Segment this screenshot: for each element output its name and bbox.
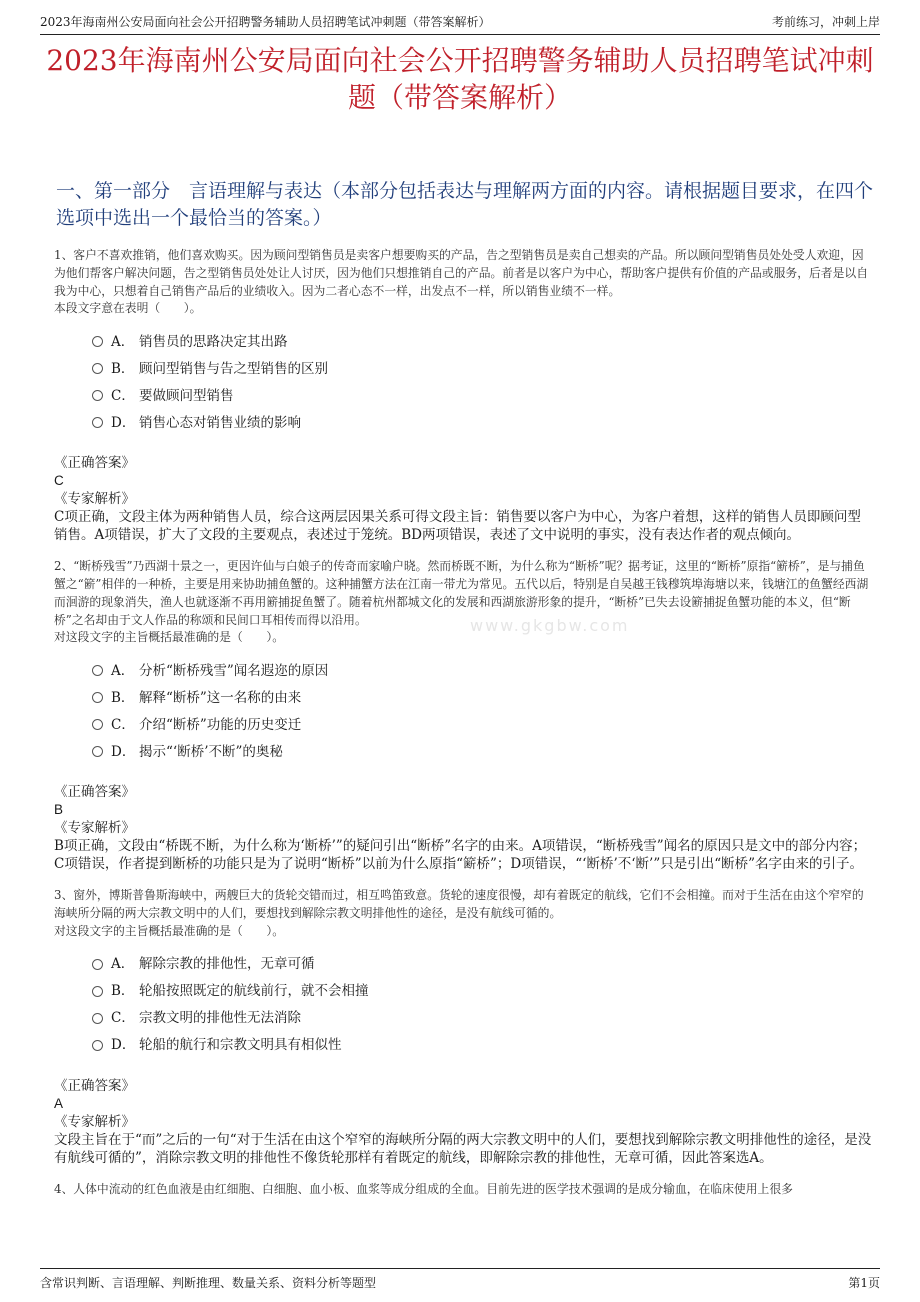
option-a[interactable]: [92, 655, 874, 682]
question-prompt: 本段文字意在表明（ ）。: [54, 301, 202, 316]
answer-label: 《正确答案》: [54, 784, 135, 801]
option-c[interactable]: [92, 1003, 874, 1030]
option-letter: B．: [111, 360, 135, 377]
option-text: 要做顾问型销售: [139, 387, 234, 404]
answer-label: 《正确答案》: [54, 455, 135, 472]
radio-icon[interactable]: [92, 719, 103, 730]
option-text: 分析“断桥残雪”闻名遐迩的原因: [139, 662, 329, 679]
option-text: 顾问型销售与告之型销售的区别: [139, 360, 328, 377]
answer-label: 《正确答案》: [54, 1077, 135, 1094]
radio-icon[interactable]: [92, 363, 103, 374]
option-d[interactable]: [92, 407, 874, 434]
analysis-text: C项正确，文段主体为两种销售人员，综合这两层因果关系可得文段主旨：销售要以客户为中心，为客户着想，这样的销售人员即顾问型销售。A项错误，扩大了文段的主要观点，表述过于笼统。BD两项错误，表述了文中说明的事实，没有表达作者的观点倾向。: [54, 509, 861, 544]
radio-icon[interactable]: [92, 692, 103, 703]
option-letter: D．: [111, 414, 136, 431]
question-prompt: 对这段文字的主旨概括最准确的是（ ）。: [54, 923, 285, 938]
option-text: 解除宗教的排他性，无章可循: [139, 956, 315, 973]
analysis-label: 《专家解析》: [54, 820, 135, 837]
option-letter: B．: [111, 689, 135, 706]
analysis-label: 《专家解析》: [54, 1113, 135, 1130]
option-text: 轮船按照既定的航线前行，就不会相撞: [139, 983, 369, 1000]
radio-icon[interactable]: [92, 336, 103, 347]
radio-icon[interactable]: [92, 1013, 103, 1024]
option-a[interactable]: [92, 949, 874, 976]
option-text: 轮船的航行和宗教文明具有相似性: [139, 1037, 342, 1054]
option-a[interactable]: [92, 326, 874, 353]
option-letter: A．: [111, 662, 135, 679]
option-letter: D．: [111, 743, 136, 760]
header-slogan: 考前练习，冲刺上岸: [771, 14, 880, 29]
analysis-text: 文段主旨在于“而”之后的一句“对于生活在由这个窄窄的海峡所分隔的两大宗教文明中的人们，要想找到解除宗教文明排他性的途径，是没有航线可循的”，消除宗教文明的排他性不像货轮那样有着既定的航线，即解除宗教的排他性，无章可循，因此答案选A。: [54, 1131, 872, 1166]
option-c[interactable]: [92, 709, 874, 736]
option-text: 销售员的思路决定其出路: [139, 333, 288, 350]
analysis-text: B项正确，文段由“桥既不断，为什么称为‘断桥’”的疑问引出“断桥”名字的由来。A项错误，“断桥残雪”闻名的原因只是文中的部分内容；C项错误，作者提到断桥的功能只是为了说明“断桥”以前为什么原指“簖桥”；D项错误，“‘断桥’不‘断’”只是引出“断桥”名字由来的引子。: [54, 838, 867, 873]
option-letter: C．: [111, 1010, 135, 1027]
footer-question-types: 含常识判断、言语理解、判断推理、数量关系、资料分析等题型: [40, 1275, 377, 1290]
radio-icon[interactable]: [92, 665, 103, 676]
question-stem: 3、窗外，博斯普鲁斯海峡中，两艘巨大的货轮交错而过，相互鸣笛致意。货轮的速度很慢，却有着既定的航线，它们不会相撞。而对于生活在由这个窄窄的海峡所分隔的两大宗教文明中的人们，要想找到解除宗教文明排他性的途径，是没有航线可循的。: [54, 888, 864, 920]
page-title: 2023年海南州公安局面向社会公开招聘警务辅助人员招聘笔试冲刺题（带答案解析）: [46, 44, 874, 114]
radio-icon[interactable]: [92, 417, 103, 428]
radio-icon[interactable]: [92, 986, 103, 997]
question-stem: 4、人体中流动的红色血液是由红细胞、白细胞、血小板、血浆等成分组成的全血。目前先进的医学技术强调的是成分输血，在临床使用上很多: [54, 1181, 793, 1196]
question-prompt: 对这段文字的主旨概括最准确的是（ ）。: [54, 630, 285, 645]
question-list: [54, 247, 874, 1198]
option-c[interactable]: [92, 380, 874, 407]
page-number: 第1页: [848, 1275, 880, 1290]
answer-block: [54, 454, 874, 544]
question-2: [54, 558, 874, 873]
radio-icon[interactable]: [92, 959, 103, 970]
watermark: www.gkgbw.com: [470, 616, 630, 635]
question-1: [54, 247, 874, 544]
question-stem: 1、客户不喜欢推销，他们喜欢购买。因为顾问型销售员是卖客户想要购买的产品，告之型销售员是卖自己想卖的产品。所以顾问型销售员处处受人欢迎，因为他们帮客户解决问题，告之型销售员处处让人讨厌，因为他们只想推销自己的产品。前者是以客户为中心，帮助客户提供有价值的产品或服务，后者是以自我为中心，只想着自己销售产品后的业绩收入。因为二者心态不一样，出发点不一样，所以销售业绩不一样。: [54, 248, 868, 298]
option-letter: C．: [111, 387, 135, 404]
header-doc-title: 2023年海南州公安局面向社会公开招聘警务辅助人员招聘笔试冲刺题（带答案解析）: [40, 14, 491, 29]
radio-icon[interactable]: [92, 746, 103, 757]
option-group: [92, 655, 874, 763]
option-group: [92, 949, 874, 1057]
answer-value: B: [54, 802, 64, 818]
radio-icon[interactable]: [92, 1040, 103, 1051]
option-text: 宗教文明的排他性无法消除: [139, 1010, 301, 1027]
radio-icon[interactable]: [92, 390, 103, 401]
option-group: [92, 326, 874, 434]
option-b[interactable]: [92, 682, 874, 709]
option-text: 介绍“断桥”功能的历史变迁: [139, 716, 302, 733]
question-3: [54, 887, 874, 1166]
option-b[interactable]: [92, 353, 874, 380]
option-letter: A．: [111, 956, 135, 973]
option-text: 解释“断桥”这一名称的由来: [139, 689, 302, 706]
question-4: [54, 1181, 874, 1199]
analysis-label: 《专家解析》: [54, 491, 135, 508]
option-letter: D．: [111, 1037, 136, 1054]
answer-block: [54, 1077, 874, 1167]
answer-block: [54, 783, 874, 873]
option-text: 销售心态对销售业绩的影响: [139, 414, 301, 431]
option-d[interactable]: [92, 1030, 874, 1057]
option-letter: C．: [111, 716, 135, 733]
option-b[interactable]: [92, 976, 874, 1003]
question-stem: 2、“断桥残雪”乃西湖十景之一，更因许仙与白娘子的传奇而家喻户晓。然而桥既不断，为什么称为“断桥”呢？据考证，这里的“断桥”原指“簖桥”，是与捕鱼蟹之“簖”相伴的一种桥，主要是用来协助捕鱼蟹的。这种捕蟹方法在江南一带尤为常见。五代以后，特别是自吴越王钱穆筑埠海塘以来，钱塘江的鱼蟹经西湖而洄游的现象消失，渔人也就逐渐不再用簖捕捉鱼蟹了。随着杭州都城文化的发展和西湖旅游形象的提升，“断桥”已失去设簖捕捉鱼蟹功能的本义，但“断桥”之名却由于文人作品的称颂和民间口耳相传而得以沿用。: [54, 559, 869, 627]
answer-value: C: [54, 473, 64, 489]
option-d[interactable]: [92, 736, 874, 763]
option-text: 揭示“‘断桥’不断”的奥秘: [139, 743, 283, 760]
running-footer: [40, 1268, 880, 1292]
option-letter: A．: [111, 333, 135, 350]
running-header: [40, 10, 880, 35]
answer-value: A: [54, 1095, 64, 1111]
section-heading: 一、第一部分 言语理解与表达（本部分包括表达与理解两方面的内容。请根据题目要求，在四个选项中选出一个最恰当的答案。）: [56, 180, 874, 229]
option-letter: B．: [111, 983, 135, 1000]
